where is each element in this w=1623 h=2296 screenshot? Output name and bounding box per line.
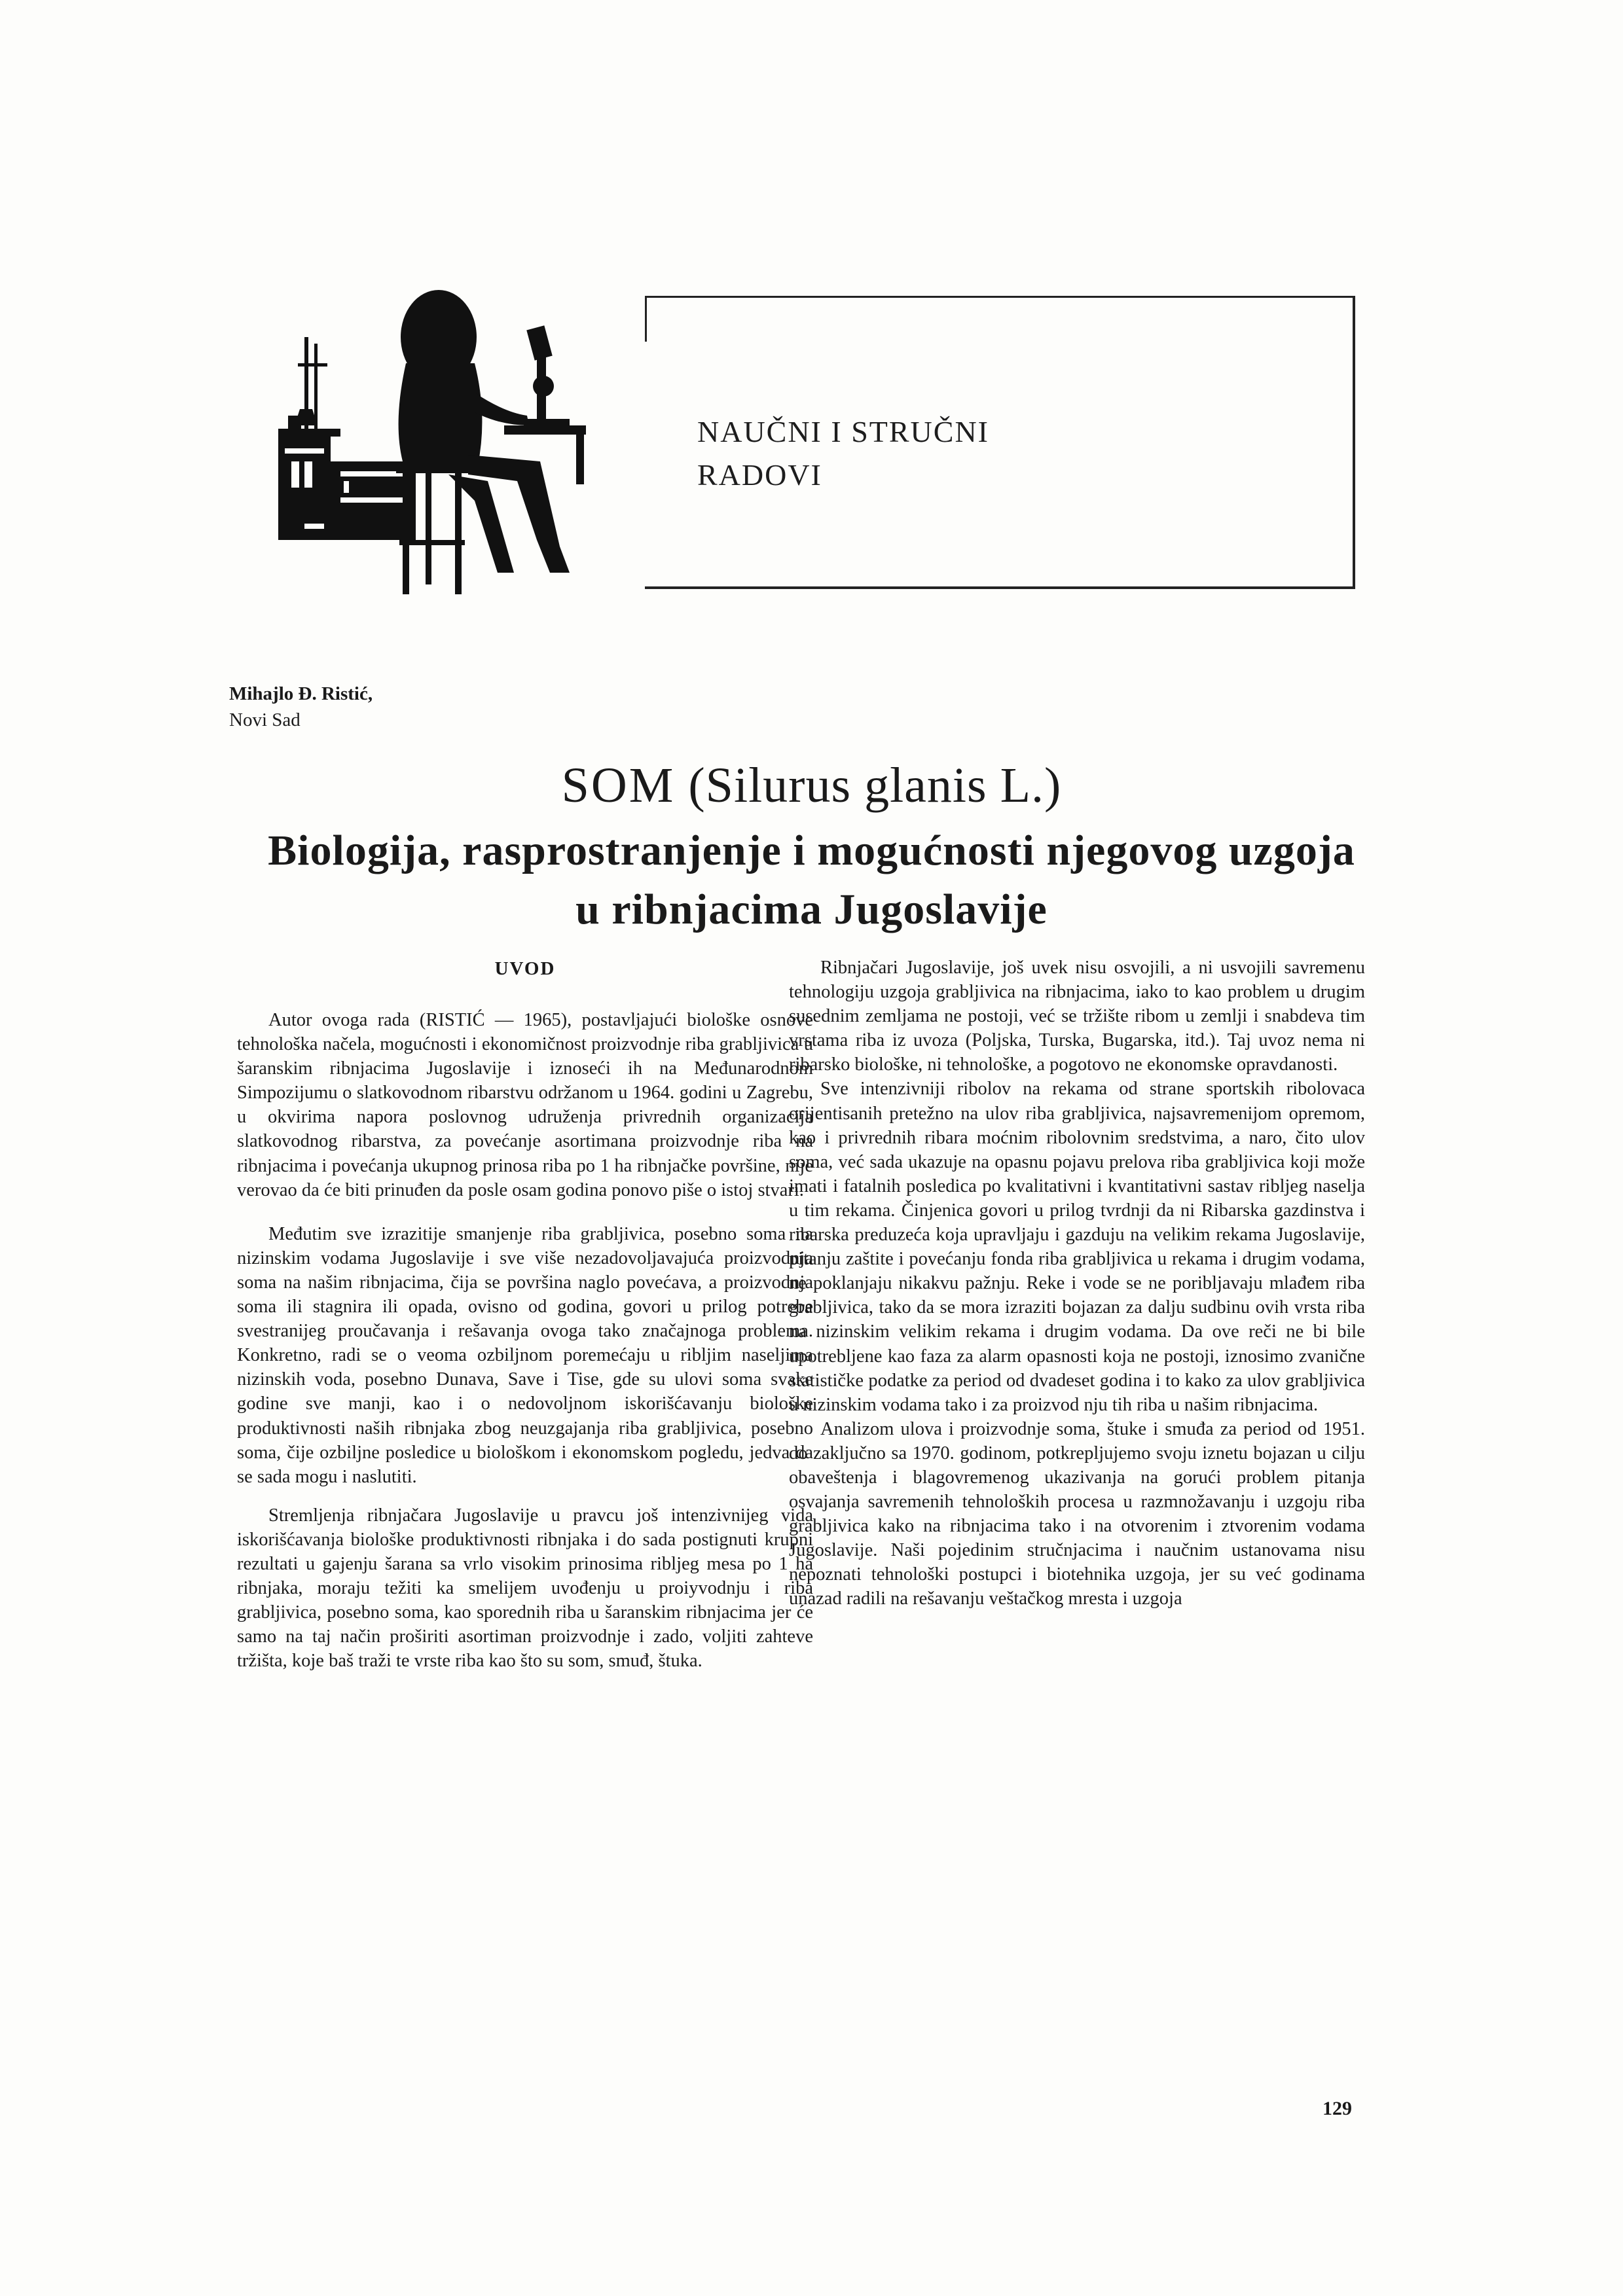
paragraph: Autor ovoga rada (RISTIĆ — 1965), postavljajući biološke osnove tehnološka načela, mogućnosti i ekonomičnost proizvodnje riba grabljivica u šaranskim ribnjacima Jugoslavije i iznoseći ih na Međunarodnom Simpozijumu o slatkovodnom ribarstvu održanom u 1964. godini u Zagrebu, u okvirima napora poslovnog udruženja privrednih organizacija slatkovodnog ribarstva, za povećanje asortimana proizvodnje riba na ribnjacima i povećanja ukupnog prinosa riba po 1 ha ribnjačke površine, nije verovao da će biti prinuđen da posle osam godina ponovo piše o istoj stvari. xyxy=(237,1010,813,1200)
article-title xyxy=(0,756,1623,815)
title-latin-name: (Silurus glanis L.) xyxy=(688,758,1062,813)
paragraph: Analizom ulova i proizvodnje soma, štuke i smuđa za period od 1951. do zaključno sa 1970. godinom, potkrepljujemo svoju iznetu bojazan u cilju obaveštenja i blagovremenog ukazivanja na gorući problem pitanja osvajanja savremenih tehnoloških procesa u razmnožavanju i uzgoju riba grabljivica kako na ribnjacima tako i na otvorenim i ztvorenim vodama Jugoslavije. Naši pojedinim stručnjacima i naučnim ustanovama nisu nepoznati tehnološki postupci i biotehnika uzgoja, jer su već godinama unazad radili na rešavanju veštačkog mresta i uzgoja xyxy=(789,1418,1365,1609)
section-header-box xyxy=(645,296,1355,589)
paragraph: Sve intenzivniji ribolov na rekama od strane sportskih ribolovaca orijentisanih pretežno na ulov riba grabljivica, najsavremenijom opremom, kao i privrednih ribara moćnim ribolovnim sredstvima, a naro, čito ulov soma, već sada ukazuje na opasnu pojavu prelova riba grabljivica koji može imati i fatalnih posledica po kvalitativni i kvantitativni sastav ribljeg naselja u tim rekama. Činjenica govori u prilog tvrdnji da ni Ribarska gazdinstva i ribarska preduzeća koja upravljaju i gazduju na velikim rekama Jugoslavije, pitanju zaštite i povećanju fonda riba grabljivica u rekama i drugim vodama, ne poklanjaju nikakvu pažnju. Reke i vode se ne poribljavaju mlađem riba grabljivica, tako da se mora izraziti bojazan za dalju sudbinu ovih vrsta riba na nizinskim velikim rekama i drugim vodama. Da ove reči ne bi bile upotrebljene kao faza za alarm opasnosti koja ne postoji, iznosimo zvanične statističke podatke za period od dvadeset godina i to kako za ulov grabljivica u nizinskim vodama tako i za proizvod nju tih riba u našim ribnjacima. xyxy=(789,1079,1365,1415)
paragraph: Međutim sve izrazitije smanjenje riba grabljivica, posebno soma na nizinskim vodama Jugoslavije i sve više nezadovoljavajuća proizvodnja soma na našim ribnjacima, čija se površina naglo povećava, a proizvodnja soma ili stagnira ili opada, ovisno od godina, govori u prilog potrebe svestranijeg proučavanja i rešavanja ovoga tako značajnoga problema. Konkretno, radi se o veoma ozbiljnom poremećaju u ribljim naseljima nizinskih voda, posebno Dunava, Save i Tise, gde su ulovi soma svake godine sve manji, kao i o nedovoljnom iskorišćavanju biološke produktivnosti naših ribnjaka zbog neuzgajanja riba grabljivica, posebno soma, čije ozbiljne posledice u biološkom i ekonomskom pogledu, jedva da se sada mogu i naslutiti. xyxy=(237,1223,813,1487)
header-frame-corner xyxy=(645,296,647,342)
article-subtitle xyxy=(0,821,1623,939)
section-label xyxy=(697,410,989,497)
subtitle-line2: u ribnjacima Jugoslavije xyxy=(575,886,1048,933)
paragraph: Ribnjačari Jugoslavije, još uvek nisu osvojili, a ni usvojili savremenu tehnologiju uzgoja grabljivica na ribnjacima, iako to kao problem u drugim susednim zemljama ne postoji, već se tržište ribom u zemlji i snabdeva tim vrstama riba iz uvoza (Poljska, Turska, Bugarska, itd.). Taj uvoz nema ni ribarsko biološke, ni tehnološke, a pogotovo ne ekonomske opravdanosti. xyxy=(789,958,1365,1075)
author-city: Novi Sad xyxy=(229,709,301,730)
section-heading-uvod: UVOD xyxy=(494,958,556,979)
author-name: Mihajlo Đ. Ristić, xyxy=(229,683,373,704)
paragraph: Stremljenja ribnjačara Jugoslavije u pravcu još intenzivnijeg vida iskorišćavanja biološke produktivnosti ribnjaka i do sada postignuti krupni rezultati u gajenju šarana sa vrlo visokim prinosima ribljeg mesa po 1 ha ribnjaka, moraju težiti ka smelijem uvođenju u proiyvodnju i riba grabljivica, posebno soma, kao sporednih riba u šaranskim ribnjacima jer će samo na taj način proširiti asortiman proizvodnje i zado, voljiti zahteve tržišta, koje baš traži te vrste riba kao što su som, smuđ, štuka. xyxy=(237,1505,813,1672)
author-block xyxy=(229,681,373,733)
section-label-line2: RADOVI xyxy=(697,458,822,492)
title-main-word: SOM xyxy=(561,758,676,813)
scientist-microscope-illustration xyxy=(278,265,586,605)
left-column xyxy=(237,956,813,1673)
section-label-line1: NAUČNI I STRUČNI xyxy=(697,415,989,448)
right-column xyxy=(789,956,1365,1611)
subtitle-line1: Biologija, rasprostranjenje i mogućnosti njegovog uzgoja xyxy=(268,827,1355,874)
page-number: 129 xyxy=(1322,2098,1352,2119)
